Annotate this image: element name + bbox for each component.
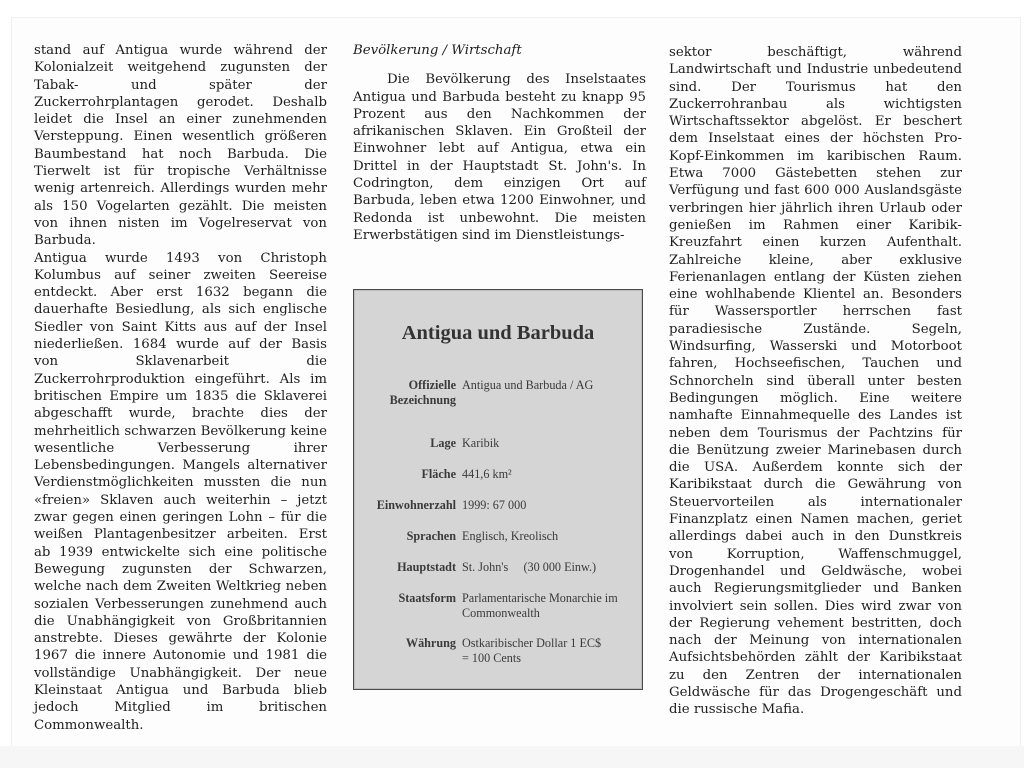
fact-value: Antigua und Barbuda / AG bbox=[462, 378, 594, 392]
text-column-right bbox=[669, 44, 962, 719]
fact-label: Einwohnerzahl bbox=[376, 498, 456, 512]
fact-value: Parlamentarische Monarchie im Commonwealth bbox=[462, 591, 618, 620]
fact-label: Hauptstadt bbox=[397, 560, 456, 574]
fact-label: Staatsform bbox=[398, 591, 456, 605]
fact-value: St. John's (30 000 Einw.) bbox=[462, 560, 597, 574]
fact-label: Lage bbox=[430, 436, 456, 450]
fact-label: Sprachen bbox=[406, 529, 456, 543]
paragraph: stand auf Antigua wurde während der Kolonialzeit weitgehend zugunsten der Tabak- und später der Zuckerrohrplantagen gerodet. Deshalb leidet die Insel an einer zunehmenden Versteppung. Einen wesentlich größeren Baumbestand hat noch Barbuda. Die Tierwelt ist für tropische Verhältnisse wenig artenreich. Allerdings wurden mehr als 150 Vogelarten gezählt. Die meisten von ihnen nisten im Vogelreservat von Barbuda. bbox=[34, 43, 327, 249]
fact-label: Fläche bbox=[421, 467, 456, 481]
fact-value: Karibik bbox=[462, 436, 500, 450]
fact-box-title: Antigua und Barbuda bbox=[401, 322, 595, 344]
fact-value: 1999: 67 000 bbox=[462, 498, 527, 512]
paragraph: Antigua wurde 1493 von Christoph Kolumbus auf seiner zweiten Seereise entdeckt. Aber erst 1632 begann die dauerhafte Besiedlung, als sich englische Siedler von Saint Kitts aus auf der Insel niederließen. 1684 wurde auf der Basis von Sklavenarbeit die Zuckerrohrproduktion eingeführt. Als im britischen Empire um 1835 die Sklaverei abgeschafft wurde, brachte dies der mehrheitlich schwarzen Bevölkerung keine wesentliche Verbesserung ihrer Lebensbedingungen. Mangels alternativer Verdienstmöglichkeiten mussten die nun «freien» Sklaven auch weiterhin – jetzt zwar gegen einen geringen Lohn – für die weißen Plantagenbesitzer arbeiten. Erst ab 1939 entwickelte sich eine politische Bewegung zugunsten der Schwarzen, welche nach dem Zweiten Weltkrieg neben sozialen Verbesserungen zunehmend auch die Unabhängigkeit von Großbritannien anstrebte. Dieses gewährte der Kolonie 1967 die innere Autonomie und 1981 die vollständige Unabhängigkeit. Der neue Kleinstaat Antigua und Barbuda blieb jedoch Mitglied im britischen Commonwealth. bbox=[34, 250, 327, 733]
text-column-middle bbox=[353, 42, 646, 244]
fact-label: Währung bbox=[405, 636, 456, 650]
text-column-left bbox=[34, 42, 327, 734]
fact-value: 441,6 km² bbox=[462, 467, 512, 481]
page-bottom-edge bbox=[0, 746, 1024, 768]
fact-value: Englisch, Kreolisch bbox=[462, 529, 559, 543]
paragraph: Die Bevölkerung des Inselstaates Antigua und Barbuda besteht zu knapp 95 Prozent aus den Nachkommen der afrikanischen Sklaven. Ein Großteil der Einwohner lebt auf Antigua, etwa ein Drittel in der Hauptstadt St. John's. In Codrington, dem einzigen Ort auf Barbuda, leben etwa 1200 Einwohner, und Redonda ist unbewohnt. Die meisten Erwerbstätigen sind im Dienstleistungs- bbox=[353, 72, 646, 243]
section-heading: Bevölkerung / Wirtschaft bbox=[353, 43, 522, 58]
fact-label: Offizielle Bezeichnung bbox=[389, 378, 456, 407]
paragraph: sektor beschäftigt, während Landwirtschaft und Industrie unbedeutend sind. Der Tourismus hat den Zuckerrohranbau als wichtigsten Wirtschaftssektor abgelöst. Er beschert dem Inselstaat eines der höchsten Pro-Kopf-Einkommen im karibischen Raum. Etwa 7000 Gästebetten stehen zur Verfügung und fast 600 000 Auslandsgäste verbringen hier jährlich ihren Urlaub oder genießen im Rahmen einer Karibik-Kreuzfahrt einen kurzen Aufenthalt. Zahlreiche kleine, aber exklusive Ferienanlagen entlang der Küsten ziehen eine wohlhabende Klientel an. Besonders für Wassersportler herrschen fast paradiesische Zustände. Segeln, Windsurfing, Wasserski und Motorboot fahren, Hochseefischen, Tauchen und Schnorcheln sind überall unter besten Bedingungen möglich. Eine weitere namhafte Einnahmequelle des Landes ist neben dem Tourismus der Pachtzins für die Benützung zweier Marinebasen durch die USA. Außerdem konnte sich der Karibikstaat durch die Gewährung von Steuervorteilen als internationaler Finanzplatz einen Namen machen, geriet allerdings dabei auch in den Dunstkreis von Korruption, Waffenschmuggel, Drogenhandel und Geldwäsche, wobei auch Regierungsmitglieder und Banken involviert sein sollen. Dies wird zwar von der Regierung vehement bestritten, doch nach der Meinung von internationalen Aufsichtsbehörden zählt der Karibikstaat zu den Zentren der internationalen Geldwäsche für das Drogengeschäft und die russische Mafia. bbox=[669, 45, 962, 718]
fact-box bbox=[353, 289, 643, 690]
fact-value: Ostkaribischer Dollar 1 EC$ = 100 Cents bbox=[462, 636, 602, 665]
